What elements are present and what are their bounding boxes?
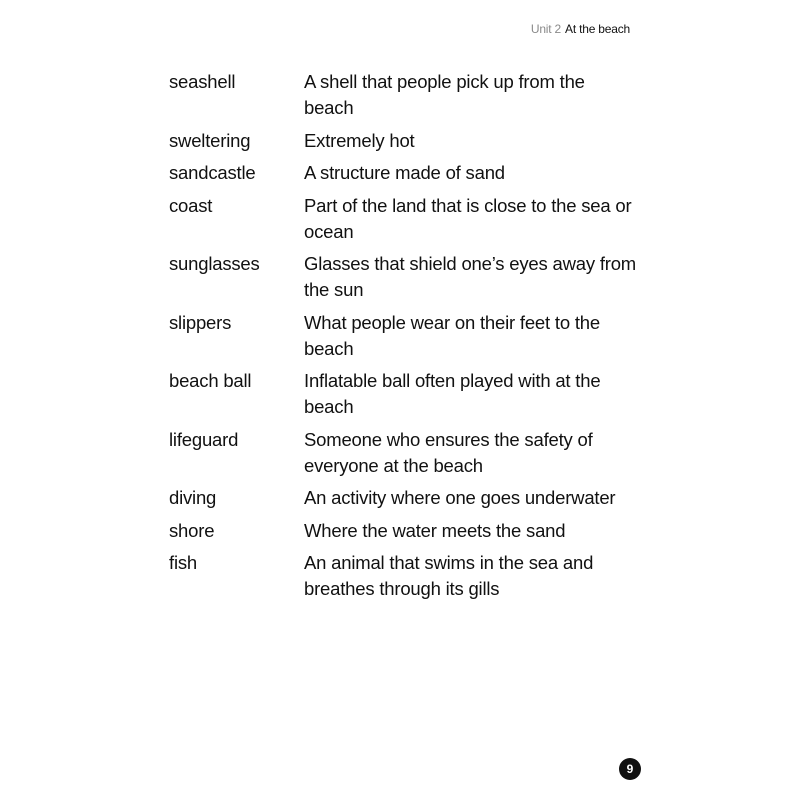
glossary-definition: What people wear on their feet to the beach (304, 311, 600, 359)
glossary-row (169, 160, 639, 186)
glossary-definition: Extremely hot (304, 129, 415, 151)
glossary-definition: An animal that swims in the sea and breathes through its gills (304, 552, 594, 599)
glossary-row (169, 518, 639, 544)
glossary-row (169, 427, 639, 479)
glossary-definition: Inflatable ball often played with at the beach (304, 370, 601, 417)
glossary-definition: Someone who ensures the safety of everyone at the beach (304, 428, 593, 476)
glossary-row (169, 310, 639, 362)
glossary-term: diving (169, 487, 217, 508)
glossary-term: beach ball (169, 370, 252, 391)
glossary-row (169, 251, 639, 303)
glossary-term: coast (169, 194, 213, 216)
glossary-definition: An activity where one goes underwater (304, 487, 616, 508)
glossary-term: sunglasses (169, 253, 260, 274)
glossary-definition: A shell that people pick up from the beach (304, 71, 585, 118)
glossary-definition: Where the water meets the sand (304, 519, 566, 541)
glossary-term: slippers (169, 311, 232, 333)
glossary-definition: Part of the land that is close to the sea or ocean (304, 194, 632, 242)
glossary-term: fish (169, 552, 197, 573)
glossary-row (169, 550, 639, 602)
glossary-term: shore (169, 519, 215, 541)
glossary-row (169, 128, 639, 154)
glossary-term: sandcastle (169, 162, 256, 183)
running-header (531, 22, 630, 36)
glossary-term: sweltering (169, 129, 251, 151)
unit-label: Unit 2 (530, 22, 562, 36)
page-number-badge: 9 (619, 758, 641, 780)
glossary-term: seashell (169, 71, 236, 92)
unit-title: At the beach (565, 22, 630, 36)
glossary-row (169, 368, 639, 420)
glossary-row (169, 193, 639, 245)
glossary-row (169, 485, 639, 511)
glossary-list (169, 69, 639, 609)
glossary-definition: Glasses that shield one’s eyes away from the sun (304, 253, 637, 300)
glossary-definition: A structure made of sand (304, 162, 505, 183)
glossary-term: lifeguard (169, 428, 239, 450)
glossary-row (169, 69, 639, 121)
